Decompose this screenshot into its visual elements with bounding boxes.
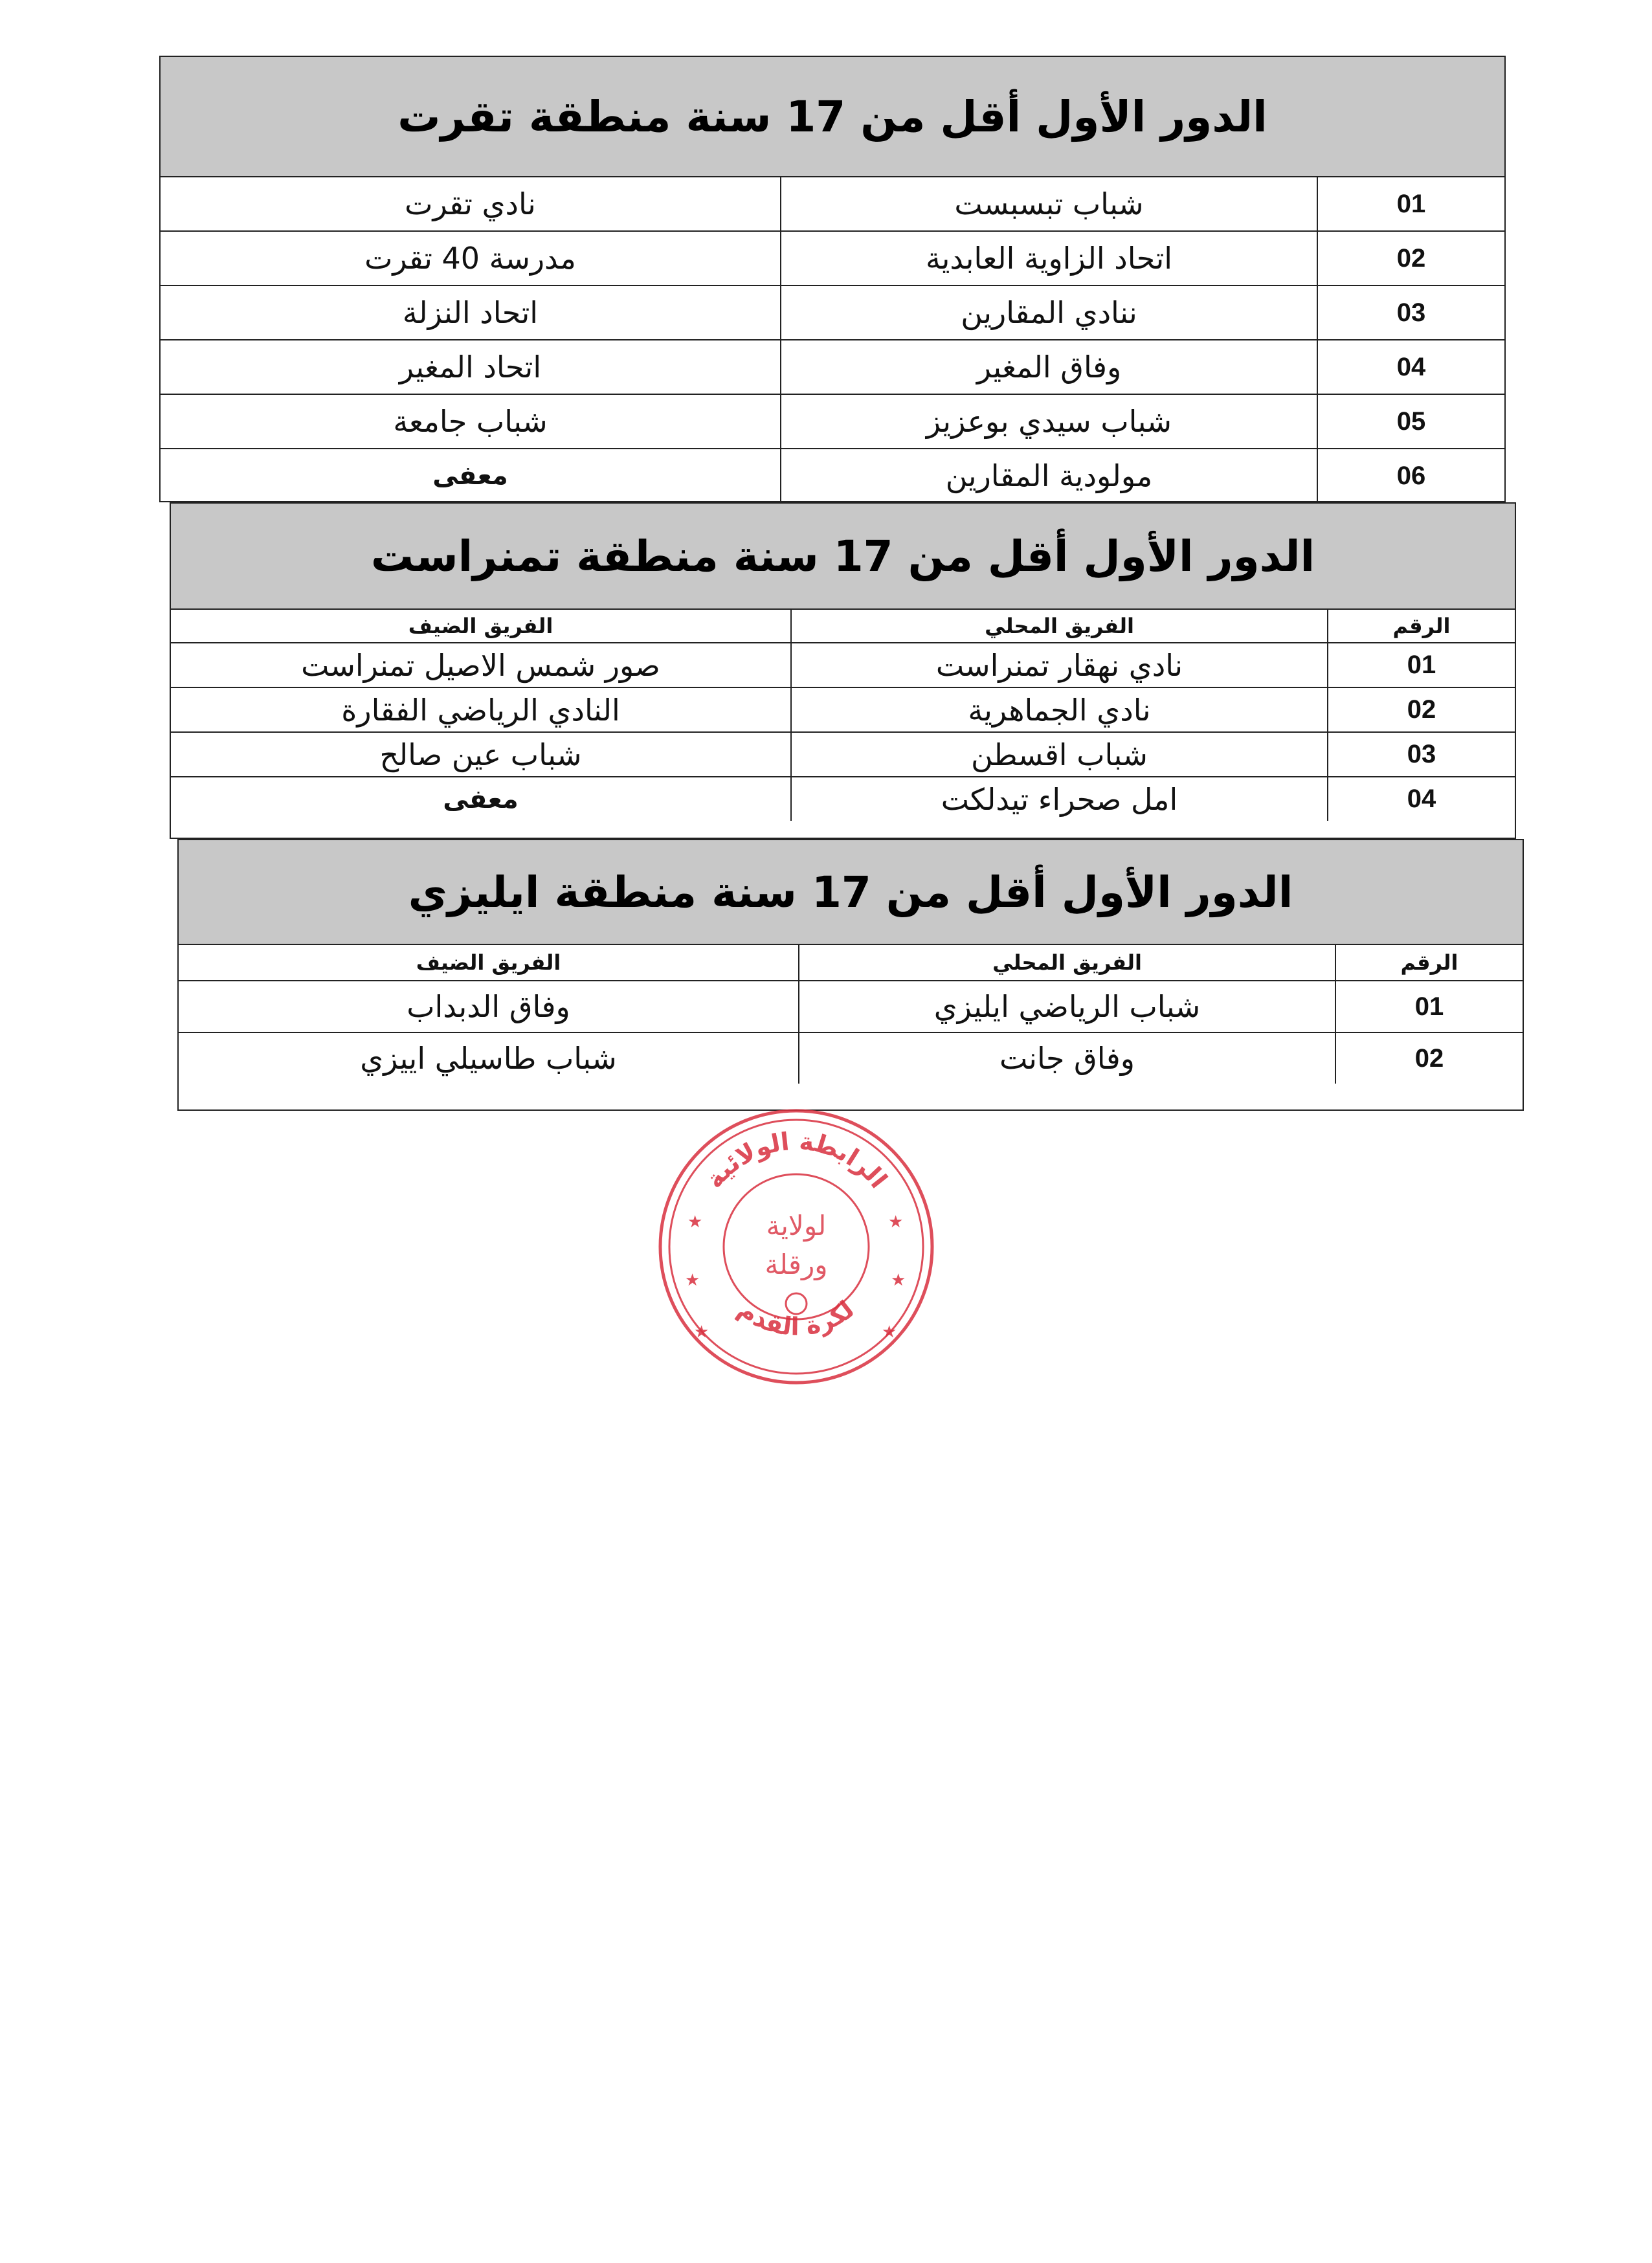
table-row <box>161 177 1504 231</box>
home-team: شباب اقسطن <box>791 732 1328 777</box>
stamp-outer-text-top: الرابطة الولائية <box>700 1126 893 1194</box>
stamp-inner-text: ورقلة <box>765 1249 828 1280</box>
home-team: نادي الجماهرية <box>791 687 1328 732</box>
match-number: 02 <box>1335 1032 1523 1084</box>
stamp-star: ★ <box>891 1271 906 1290</box>
section-title: الدور الأول أقل من 17 سنة منطقة ايليزي <box>179 840 1523 945</box>
table-row <box>179 1032 1523 1084</box>
away-team: اتحاد النزلة <box>161 285 781 340</box>
match-number: 05 <box>1317 394 1504 449</box>
table-row <box>171 643 1515 687</box>
column-header-number: الرقم <box>1328 610 1515 643</box>
fixtures-table <box>179 945 1523 1084</box>
stamp-star: ★ <box>694 1322 709 1342</box>
away-team: صور شمس الاصيل تمنراست <box>171 643 791 687</box>
home-team: نادي نهقار تمنراست <box>791 643 1328 687</box>
section-illizi <box>177 839 1524 1111</box>
match-number: 03 <box>1328 732 1515 777</box>
match-number: 04 <box>1317 340 1504 394</box>
table-row <box>171 687 1515 732</box>
home-team: شباب سيدي بوعزيز <box>781 394 1317 449</box>
away-team: شباب جامعة <box>161 394 781 449</box>
match-number: 01 <box>1328 643 1515 687</box>
table-row <box>161 231 1504 285</box>
stamp-outer-text-bottom: لكرة القدم <box>733 1295 860 1341</box>
away-team: مدرسة 40 تقرت <box>161 231 781 285</box>
column-header-number: الرقم <box>1335 945 1523 981</box>
column-header-away: الفريق الضيف <box>179 945 799 981</box>
stamp-star: ★ <box>882 1322 897 1342</box>
table-row <box>161 285 1504 340</box>
away-team: نادي تقرت <box>161 177 781 231</box>
away-team: النادي الرياضي الفقارة <box>171 687 791 732</box>
table-row <box>179 981 1523 1032</box>
away-team: وفاق الدبداب <box>179 981 799 1032</box>
match-number: 06 <box>1317 449 1504 502</box>
home-team: وفاق المغير <box>781 340 1317 394</box>
column-header-home: الفريق المحلي <box>791 610 1328 643</box>
ball-icon <box>786 1293 807 1314</box>
table-header-row <box>179 945 1523 981</box>
column-header-away: الفريق الضيف <box>171 610 791 643</box>
stamp-star: ★ <box>888 1212 904 1232</box>
match-number: 01 <box>1335 981 1523 1032</box>
stamp-inner-text: لولاية <box>766 1210 827 1242</box>
table-row <box>161 340 1504 394</box>
section-title: الدور الأول أقل من 17 سنة منطقة تمنراست <box>171 504 1515 610</box>
away-team: شباب عين صالح <box>171 732 791 777</box>
official-stamp <box>647 1098 945 1396</box>
section-title: الدور الأول أقل من 17 سنة منطقة تقرت <box>161 57 1504 177</box>
home-team: وفاق جانت <box>799 1032 1335 1084</box>
stamp-star: ★ <box>687 1212 703 1232</box>
home-team: مولودية المقارين <box>781 449 1317 502</box>
home-team: شباب تبسبست <box>781 177 1317 231</box>
match-number: 01 <box>1317 177 1504 231</box>
home-team: امل صحراء تيدلكت <box>791 777 1328 821</box>
column-header-home: الفريق المحلي <box>799 945 1335 981</box>
section-touggourt <box>159 56 1506 502</box>
home-team: اتحاد الزاوية العابدية <box>781 231 1317 285</box>
fixtures-table <box>161 177 1504 502</box>
home-team: شباب الرياضي ايليزي <box>799 981 1335 1032</box>
table-row <box>161 449 1504 502</box>
fixtures-table <box>171 610 1515 821</box>
away-team: معفى <box>161 449 781 502</box>
match-number: 04 <box>1328 777 1515 821</box>
section-tamanrasset <box>170 502 1516 839</box>
match-number: 02 <box>1328 687 1515 732</box>
away-team: اتحاد المغير <box>161 340 781 394</box>
home-team: ننادي المقارين <box>781 285 1317 340</box>
stamp-star: ★ <box>685 1271 700 1290</box>
table-row <box>171 732 1515 777</box>
away-team: شباب طاسيلي اييزي <box>179 1032 799 1084</box>
table-row <box>171 777 1515 821</box>
away-team: معفى <box>171 777 791 821</box>
match-number: 02 <box>1317 231 1504 285</box>
table-header-row <box>171 610 1515 643</box>
match-number: 03 <box>1317 285 1504 340</box>
table-row <box>161 394 1504 449</box>
